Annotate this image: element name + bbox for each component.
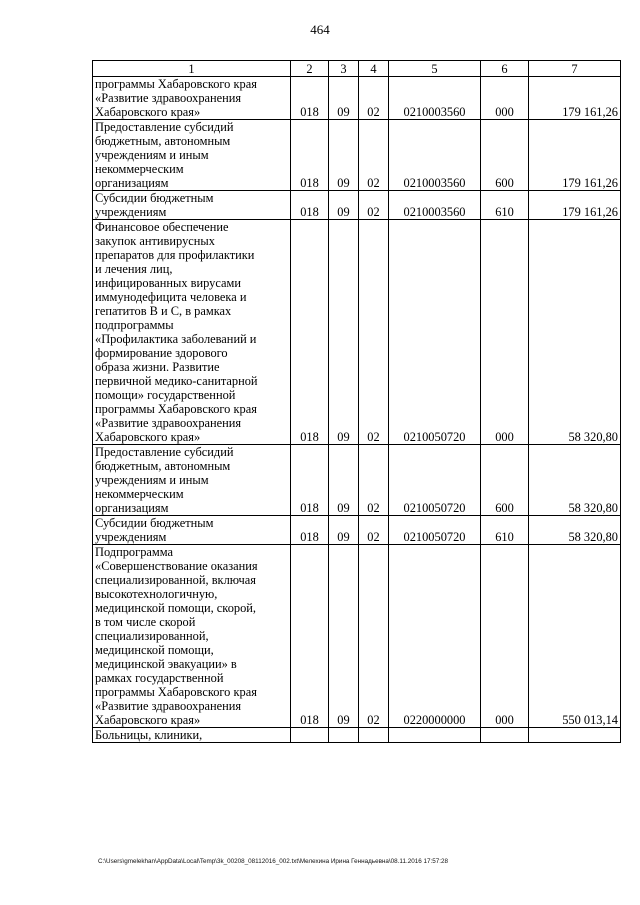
row-subsection: 02: [359, 191, 389, 220]
header-col-2: 2: [291, 61, 329, 77]
row-description: Подпрограмма «Совершенствование оказания специализированной, включая высокотехнологичную, медицинской помощи, скорой, в том числе скорой специализированной, медицинской помощи, медицинской эвакуации» в рамках государственной программы Хабаровского края «Развитие здравоохранения Хабаровского края»: [93, 545, 291, 728]
header-col-7: 7: [529, 61, 621, 77]
row-description: Больницы, клиники,: [93, 728, 291, 743]
row-expense-type: 600: [481, 445, 529, 516]
row-amount: 58 320,80: [529, 516, 621, 545]
table-row: [93, 545, 621, 728]
table-row: [93, 220, 621, 445]
row-target-article: 0210003560: [389, 191, 481, 220]
row-amount: 179 161,26: [529, 120, 621, 191]
row-ministry-code: 018: [291, 77, 329, 120]
row-section: 09: [329, 445, 359, 516]
row-target-article: 0210050720: [389, 220, 481, 445]
row-amount: 58 320,80: [529, 220, 621, 445]
row-description: Субсидии бюджетным учреждениям: [93, 516, 291, 545]
row-amount: 179 161,26: [529, 191, 621, 220]
row-amount: [529, 728, 621, 743]
row-expense-type: 610: [481, 516, 529, 545]
row-subsection: 02: [359, 545, 389, 728]
row-expense-type: 000: [481, 220, 529, 445]
row-target-article: 0220000000: [389, 545, 481, 728]
row-section: 09: [329, 220, 359, 445]
row-ministry-code: 018: [291, 545, 329, 728]
row-target-article: 0210050720: [389, 516, 481, 545]
row-description: Финансовое обеспечение закупок антивирусных препаратов для профилактики и лечения лиц, инфицированных вирусами иммунодефицита человека и гепатитов В и С, в рамках подпрограммы «Профилактика заболеваний и формирование здорового образа жизни. Развитие первичной медико-санитарной помощи» государственной программы Хабаровского края «Развитие здравоохранения Хабаровского края»: [93, 220, 291, 445]
table-row: [93, 120, 621, 191]
row-section: [329, 728, 359, 743]
header-col-3: 3: [329, 61, 359, 77]
row-subsection: 02: [359, 120, 389, 191]
table-row: [93, 728, 621, 743]
table-row: [93, 445, 621, 516]
header-col-1: 1: [93, 61, 291, 77]
row-subsection: 02: [359, 445, 389, 516]
header-col-4: 4: [359, 61, 389, 77]
row-amount: 179 161,26: [529, 77, 621, 120]
row-ministry-code: 018: [291, 516, 329, 545]
table-row: [93, 191, 621, 220]
row-section: 09: [329, 120, 359, 191]
row-expense-type: 000: [481, 545, 529, 728]
row-description: Предоставление субсидий бюджетным, автономным учреждениям и иным некоммерческим организациям: [93, 445, 291, 516]
row-target-article: 0210050720: [389, 445, 481, 516]
row-ministry-code: 018: [291, 445, 329, 516]
row-ministry-code: 018: [291, 191, 329, 220]
row-ministry-code: 018: [291, 220, 329, 445]
row-subsection: 02: [359, 516, 389, 545]
row-target-article: 0210003560: [389, 120, 481, 191]
row-section: 09: [329, 545, 359, 728]
header-row: [93, 61, 621, 77]
row-description: Предоставление субсидий бюджетным, автономным учреждениям и иным некоммерческим организациям: [93, 120, 291, 191]
row-section: 09: [329, 191, 359, 220]
row-subsection: 02: [359, 77, 389, 120]
row-target-article: 0210003560: [389, 77, 481, 120]
page-number: 464: [310, 22, 330, 37]
budget-table: [92, 60, 621, 743]
row-amount: 550 013,14: [529, 545, 621, 728]
file-path-footer: C:\Users\gmelekhan\AppData\Local\Temp\3k_00208_08112016_002.txt\Мелехина Ирина Геннадьевна\08.11.2016 17:57:28: [98, 858, 448, 865]
row-amount: 58 320,80: [529, 445, 621, 516]
table-row: [93, 77, 621, 120]
header-col-5: 5: [389, 61, 481, 77]
row-target-article: [389, 728, 481, 743]
row-expense-type: 610: [481, 191, 529, 220]
row-section: 09: [329, 516, 359, 545]
row-section: 09: [329, 77, 359, 120]
row-subsection: 02: [359, 220, 389, 445]
row-expense-type: [481, 728, 529, 743]
row-expense-type: 600: [481, 120, 529, 191]
row-description: Субсидии бюджетным учреждениям: [93, 191, 291, 220]
table-row: [93, 516, 621, 545]
row-description: программы Хабаровского края «Развитие здравоохранения Хабаровского края»: [93, 77, 291, 120]
row-subsection: [359, 728, 389, 743]
row-ministry-code: [291, 728, 329, 743]
row-expense-type: 000: [481, 77, 529, 120]
header-col-6: 6: [481, 61, 529, 77]
row-ministry-code: 018: [291, 120, 329, 191]
